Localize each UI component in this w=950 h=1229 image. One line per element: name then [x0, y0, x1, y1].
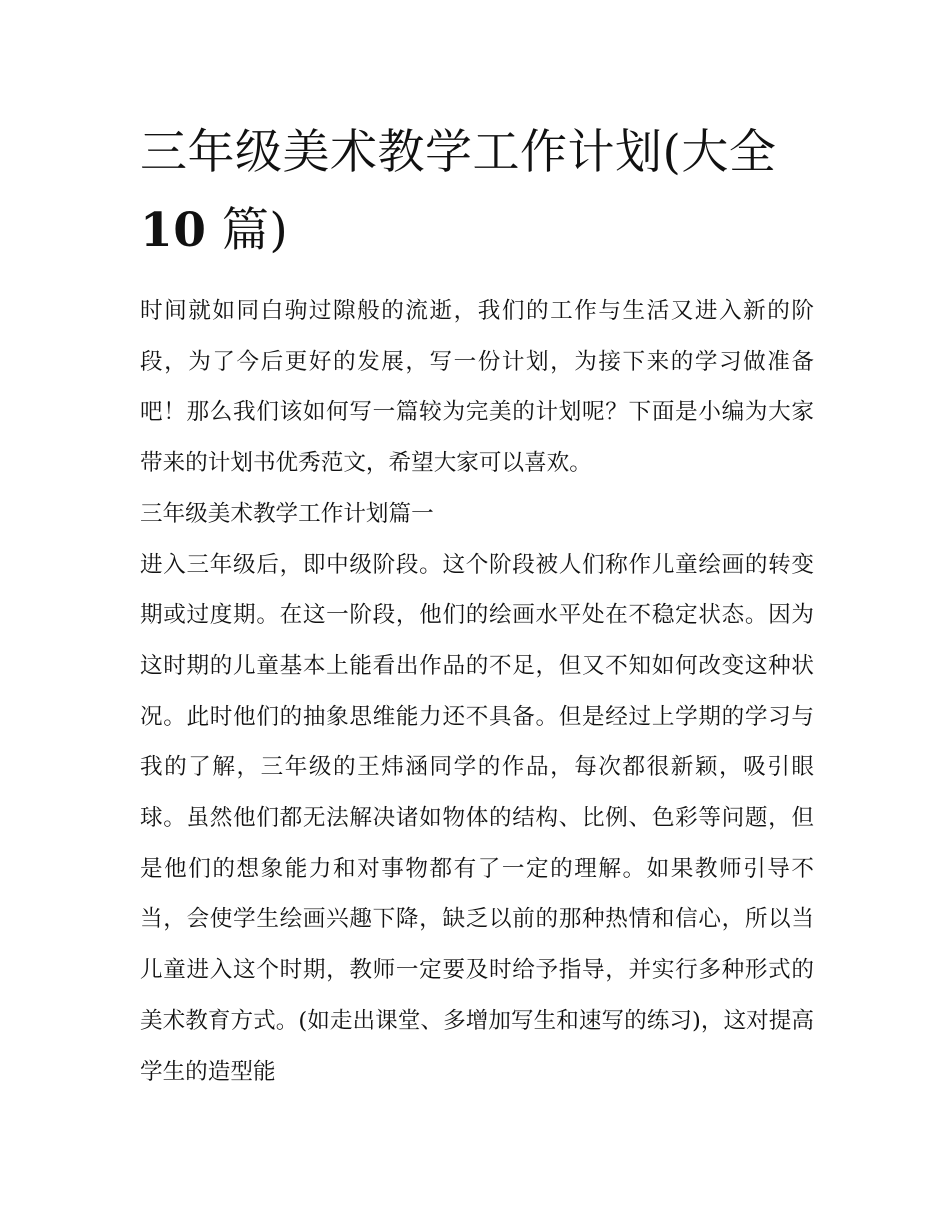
document-title-number: 10	[140, 203, 207, 258]
document-title-text: 三年级美术教学工作计划(大全	[140, 125, 777, 180]
body-paragraph: 进入三年级后，即中级阶段。这个阶段被人们称作儿童绘画的转变期或过度期。在这一阶段，他们的绘画水平处在不稳定状态。因为这时期的儿童基本上能看出作品的不足，但又不知如何改变这种状况。此时他们的抽象思维能力还不具备。但是经过上学期的学习与我的了解，三年级的王炜涵同学的作品，每次都很新颖，吸引眼球。虽然他们都无法解决诸如物体的结构、比例、色彩等问题，但是他们的想象能力和对事物都有了一定的理解。如果教师引导不当，会使学生绘画兴趣下降，缺乏以前的那种热情和信心，所以当儿童进入这个时期，教师一定要及时给予指导，并实行多种形式的美术教育方式。(如走出课堂、多增加写生和速写的练习)，这对提高学生的造型能	[140, 551, 814, 1085]
section-heading: 三年级美术教学工作计划篇一	[140, 500, 434, 527]
intro-paragraph: 时间就如同白驹过隙般的流逝，我们的工作与生活又进入新的阶段，为了今后更好的发展，写一份计划，为接下来的学习做准备吧！那么我们该如何写一篇较为完美的计划呢？下面是小编为大家带来的计划书优秀范文，希望大家可以喜欢。	[140, 298, 814, 477]
document-content	[140, 114, 814, 1097]
document-title	[140, 114, 814, 270]
document-title-end: 篇)	[221, 203, 289, 258]
